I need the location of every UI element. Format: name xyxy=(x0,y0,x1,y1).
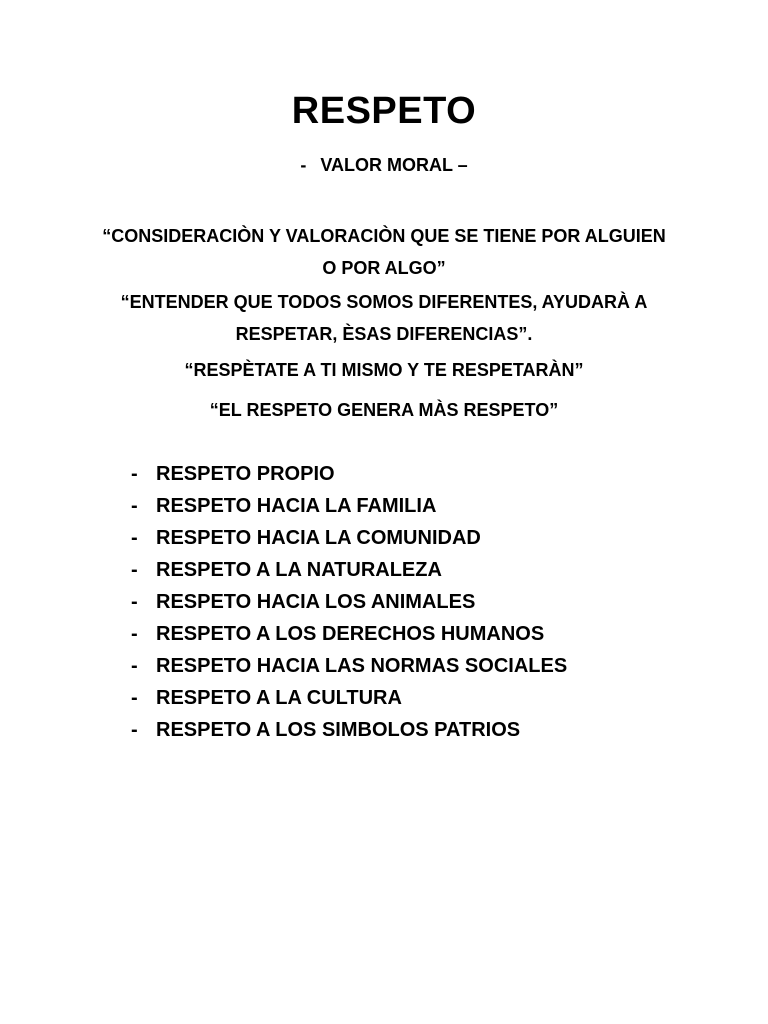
list-bullet: - xyxy=(131,527,138,549)
list-item xyxy=(131,554,567,586)
subtitle-text: VALOR MORAL – xyxy=(320,155,468,175)
list-bullet: - xyxy=(131,463,138,485)
list-item-text: RESPETO HACIA LA COMUNIDAD xyxy=(156,527,481,549)
list-item xyxy=(131,490,567,522)
list-item-text: RESPETO A LA NATURALEZA xyxy=(156,559,442,581)
document-title: RESPETO xyxy=(291,90,477,132)
list-item-text: RESPETO A LA CULTURA xyxy=(156,687,402,709)
list-item xyxy=(131,522,567,554)
list-item-text: RESPETO HACIA LAS NORMAS SOCIALES xyxy=(156,655,568,677)
list-item xyxy=(131,618,567,650)
list-bullet: - xyxy=(131,655,138,677)
list-item xyxy=(131,586,567,618)
quote-self-respect: “RESPÈTATE A TI MISMO Y TE RESPETARÀN” xyxy=(184,360,584,380)
list-item-text: RESPETO HACIA LOS ANIMALES xyxy=(156,591,476,613)
list-item-text: RESPETO PROPIO xyxy=(156,463,335,485)
quote-generates-respect: “EL RESPETO GENERA MÀS RESPETO” xyxy=(209,400,559,420)
quote-differences: “ENTENDER QUE TODOS SOMOS DIFERENTES, AYUDARÀ A RESPETAR, ÈSAS DIFERENCIAS”. xyxy=(120,292,648,344)
respect-types-list xyxy=(131,458,567,746)
list-bullet: - xyxy=(131,687,138,709)
list-item-text: RESPETO HACIA LA FAMILIA xyxy=(156,495,437,517)
list-item xyxy=(131,650,567,682)
document-subtitle xyxy=(0,155,768,176)
list-bullet: - xyxy=(131,719,138,741)
list-bullet: - xyxy=(131,623,138,645)
list-bullet: - xyxy=(131,591,138,613)
list-item xyxy=(131,714,567,746)
list-item xyxy=(131,458,567,490)
list-bullet: - xyxy=(131,559,138,581)
list-item-text: RESPETO A LOS SIMBOLOS PATRIOS xyxy=(156,719,521,741)
quote-definition: “CONSIDERACIÒN Y VALORACIÒN QUE SE TIENE POR ALGUIEN O POR ALGO” xyxy=(102,226,666,278)
subtitle-dash: - xyxy=(300,155,307,175)
list-item xyxy=(131,682,567,714)
list-bullet: - xyxy=(131,495,138,517)
list-item-text: RESPETO A LOS DERECHOS HUMANOS xyxy=(156,623,545,645)
